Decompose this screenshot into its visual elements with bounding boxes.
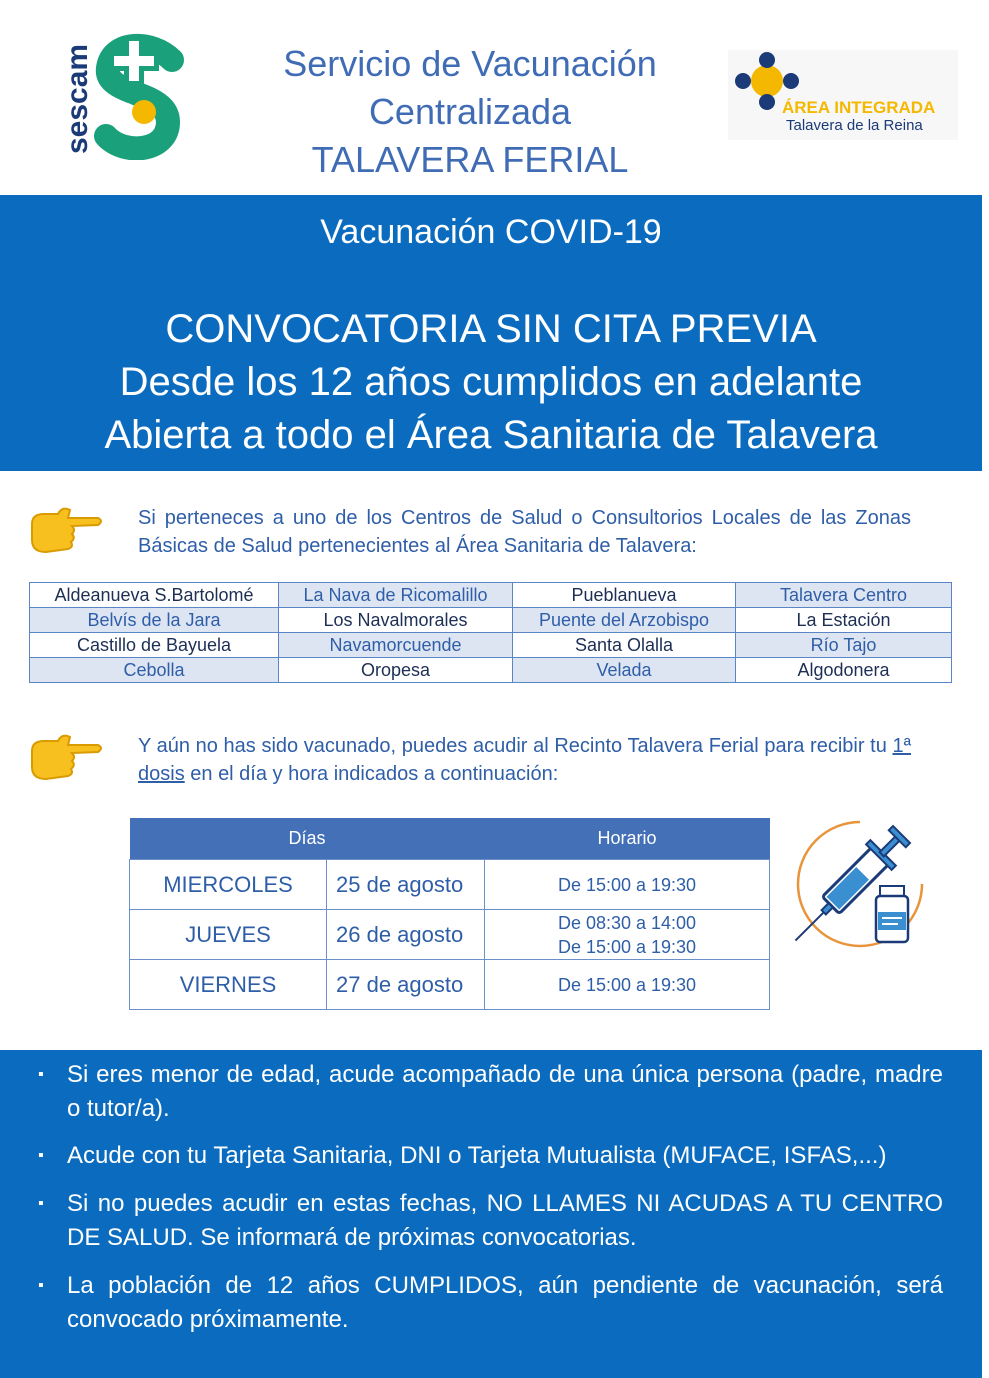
band-subtitle: Vacunación COVID-19 (320, 213, 662, 251)
table-row (130, 860, 770, 910)
schedule-day: VIERNES (130, 960, 327, 1010)
table-cell: Algodonera (736, 658, 952, 683)
header-title (250, 40, 690, 184)
area-logo-title: ÁREA INTEGRADA (782, 98, 936, 117)
bullet-icon: ▪ (38, 1195, 44, 1212)
table-cell: La Estación (736, 608, 952, 633)
schedule-hours-line: De 15:00 a 19:30 (557, 974, 697, 995)
table-row (130, 960, 770, 1010)
header-title-line-1: Servicio de Vacunación (283, 43, 657, 84)
note-text: Acude con tu Tarjeta Sanitaria, DNI o Tarjeta Mutualista (MUFACE, ISFAS,...) (67, 1142, 887, 1169)
schedule-date: 26 de agosto (327, 910, 485, 960)
table-cell: La Nava de Ricomalillo (279, 583, 513, 608)
note-item (38, 1269, 943, 1337)
top-band (0, 195, 982, 471)
table-cell: Puente del Arzobispo (513, 608, 736, 633)
table-cell: Castillo de Bayuela (30, 633, 279, 658)
band-headline-line-3: Abierta a todo el Área Sanitaria de Talavera (104, 413, 878, 457)
syringe-vial-icon (790, 814, 930, 954)
note-item (38, 1139, 943, 1173)
schedule-date: 27 de agosto (327, 960, 485, 1010)
area-logo-subtitle: Talavera de la Reina (786, 117, 923, 134)
table-cell: Cebolla (30, 658, 279, 683)
table-row (30, 608, 952, 633)
schedule-hours (485, 860, 770, 910)
schedule-day: MIERCOLES (130, 860, 327, 910)
table-cell: Pueblanueva (513, 583, 736, 608)
schedule-hours-line: De 15:00 a 19:30 (557, 936, 697, 957)
bullet-icon: ▪ (38, 1277, 44, 1294)
band-headline (0, 303, 982, 462)
schedule-hours (485, 910, 770, 960)
pointing-hand-icon (28, 502, 104, 556)
schedule-day: JUEVES (130, 910, 327, 960)
first-dose-text: 1ª dosis (138, 735, 911, 785)
table-cell: Talavera Centro (736, 583, 952, 608)
second-text-part1: Y aún no has sido vacunado, puedes acudir al Recinto Talavera Ferial para recibir tu (138, 735, 893, 757)
hours-header: Horario (485, 818, 770, 860)
note-text: La población de 12 años CUMPLIDOS, aún pendiente de vacunación, será convocado próximamente. (67, 1272, 943, 1333)
header-title-line-2: Centralizada (368, 91, 572, 132)
pointing-hand-icon (28, 729, 104, 783)
sescam-logo-icon (60, 30, 190, 160)
note-item (38, 1187, 943, 1255)
second-text (138, 732, 911, 788)
second-text-part2: en el día y hora indicados a continuación: (184, 763, 559, 785)
table-cell: Aldeanueva S.Bartolomé (30, 583, 279, 608)
band-headline-line-1: CONVOCATORIA SIN CITA PREVIA (165, 307, 817, 351)
centers-table (29, 582, 952, 683)
note-item (38, 1058, 943, 1126)
bullet-icon: ▪ (38, 1066, 44, 1083)
table-row (30, 658, 952, 683)
note-text: Si eres menor de edad, acude acompañado de una única persona (padre, madre o tutor/a). (67, 1061, 943, 1122)
header-title-line-3: TALAVERA FERIAL (311, 139, 629, 180)
bullet-icon: ▪ (38, 1147, 44, 1164)
table-cell: Río Tajo (736, 633, 952, 658)
schedule-table (129, 818, 770, 1010)
schedule-hours-line: De 08:30 a 14:00 (557, 912, 697, 933)
schedule-hours (485, 960, 770, 1010)
table-row (30, 633, 952, 658)
schedule-header-row (130, 818, 770, 860)
table-cell: Velada (513, 658, 736, 683)
table-row (130, 910, 770, 960)
band-headline-line-2: Desde los 12 años cumplidos en adelante (119, 360, 863, 404)
days-header: Días (130, 818, 485, 860)
table-cell: Belvís de la Jara (30, 608, 279, 633)
table-cell: Los Navalmorales (279, 608, 513, 633)
note-text: Si no puedes acudir en estas fechas, NO LLAMES NI ACUDAS A TU CENTRO DE SALUD. Se informará de próximas convocatorias. (67, 1190, 943, 1251)
bottom-band (0, 1050, 982, 1378)
table-row (30, 583, 952, 608)
schedule-hours-line: De 15:00 a 19:30 (557, 874, 697, 895)
table-cell: Navamorcuende (279, 633, 513, 658)
intro-text: Si perteneces a uno de los Centros de Salud o Consultorios Locales de las Zonas Básicas de Salud pertenecientes al Área Sanitaria de Talavera: (138, 507, 911, 557)
table-cell: Oropesa (279, 658, 513, 683)
sescam-logo-text: sescam (61, 43, 94, 154)
table-cell: Santa Olalla (513, 633, 736, 658)
schedule-date: 25 de agosto (327, 860, 485, 910)
